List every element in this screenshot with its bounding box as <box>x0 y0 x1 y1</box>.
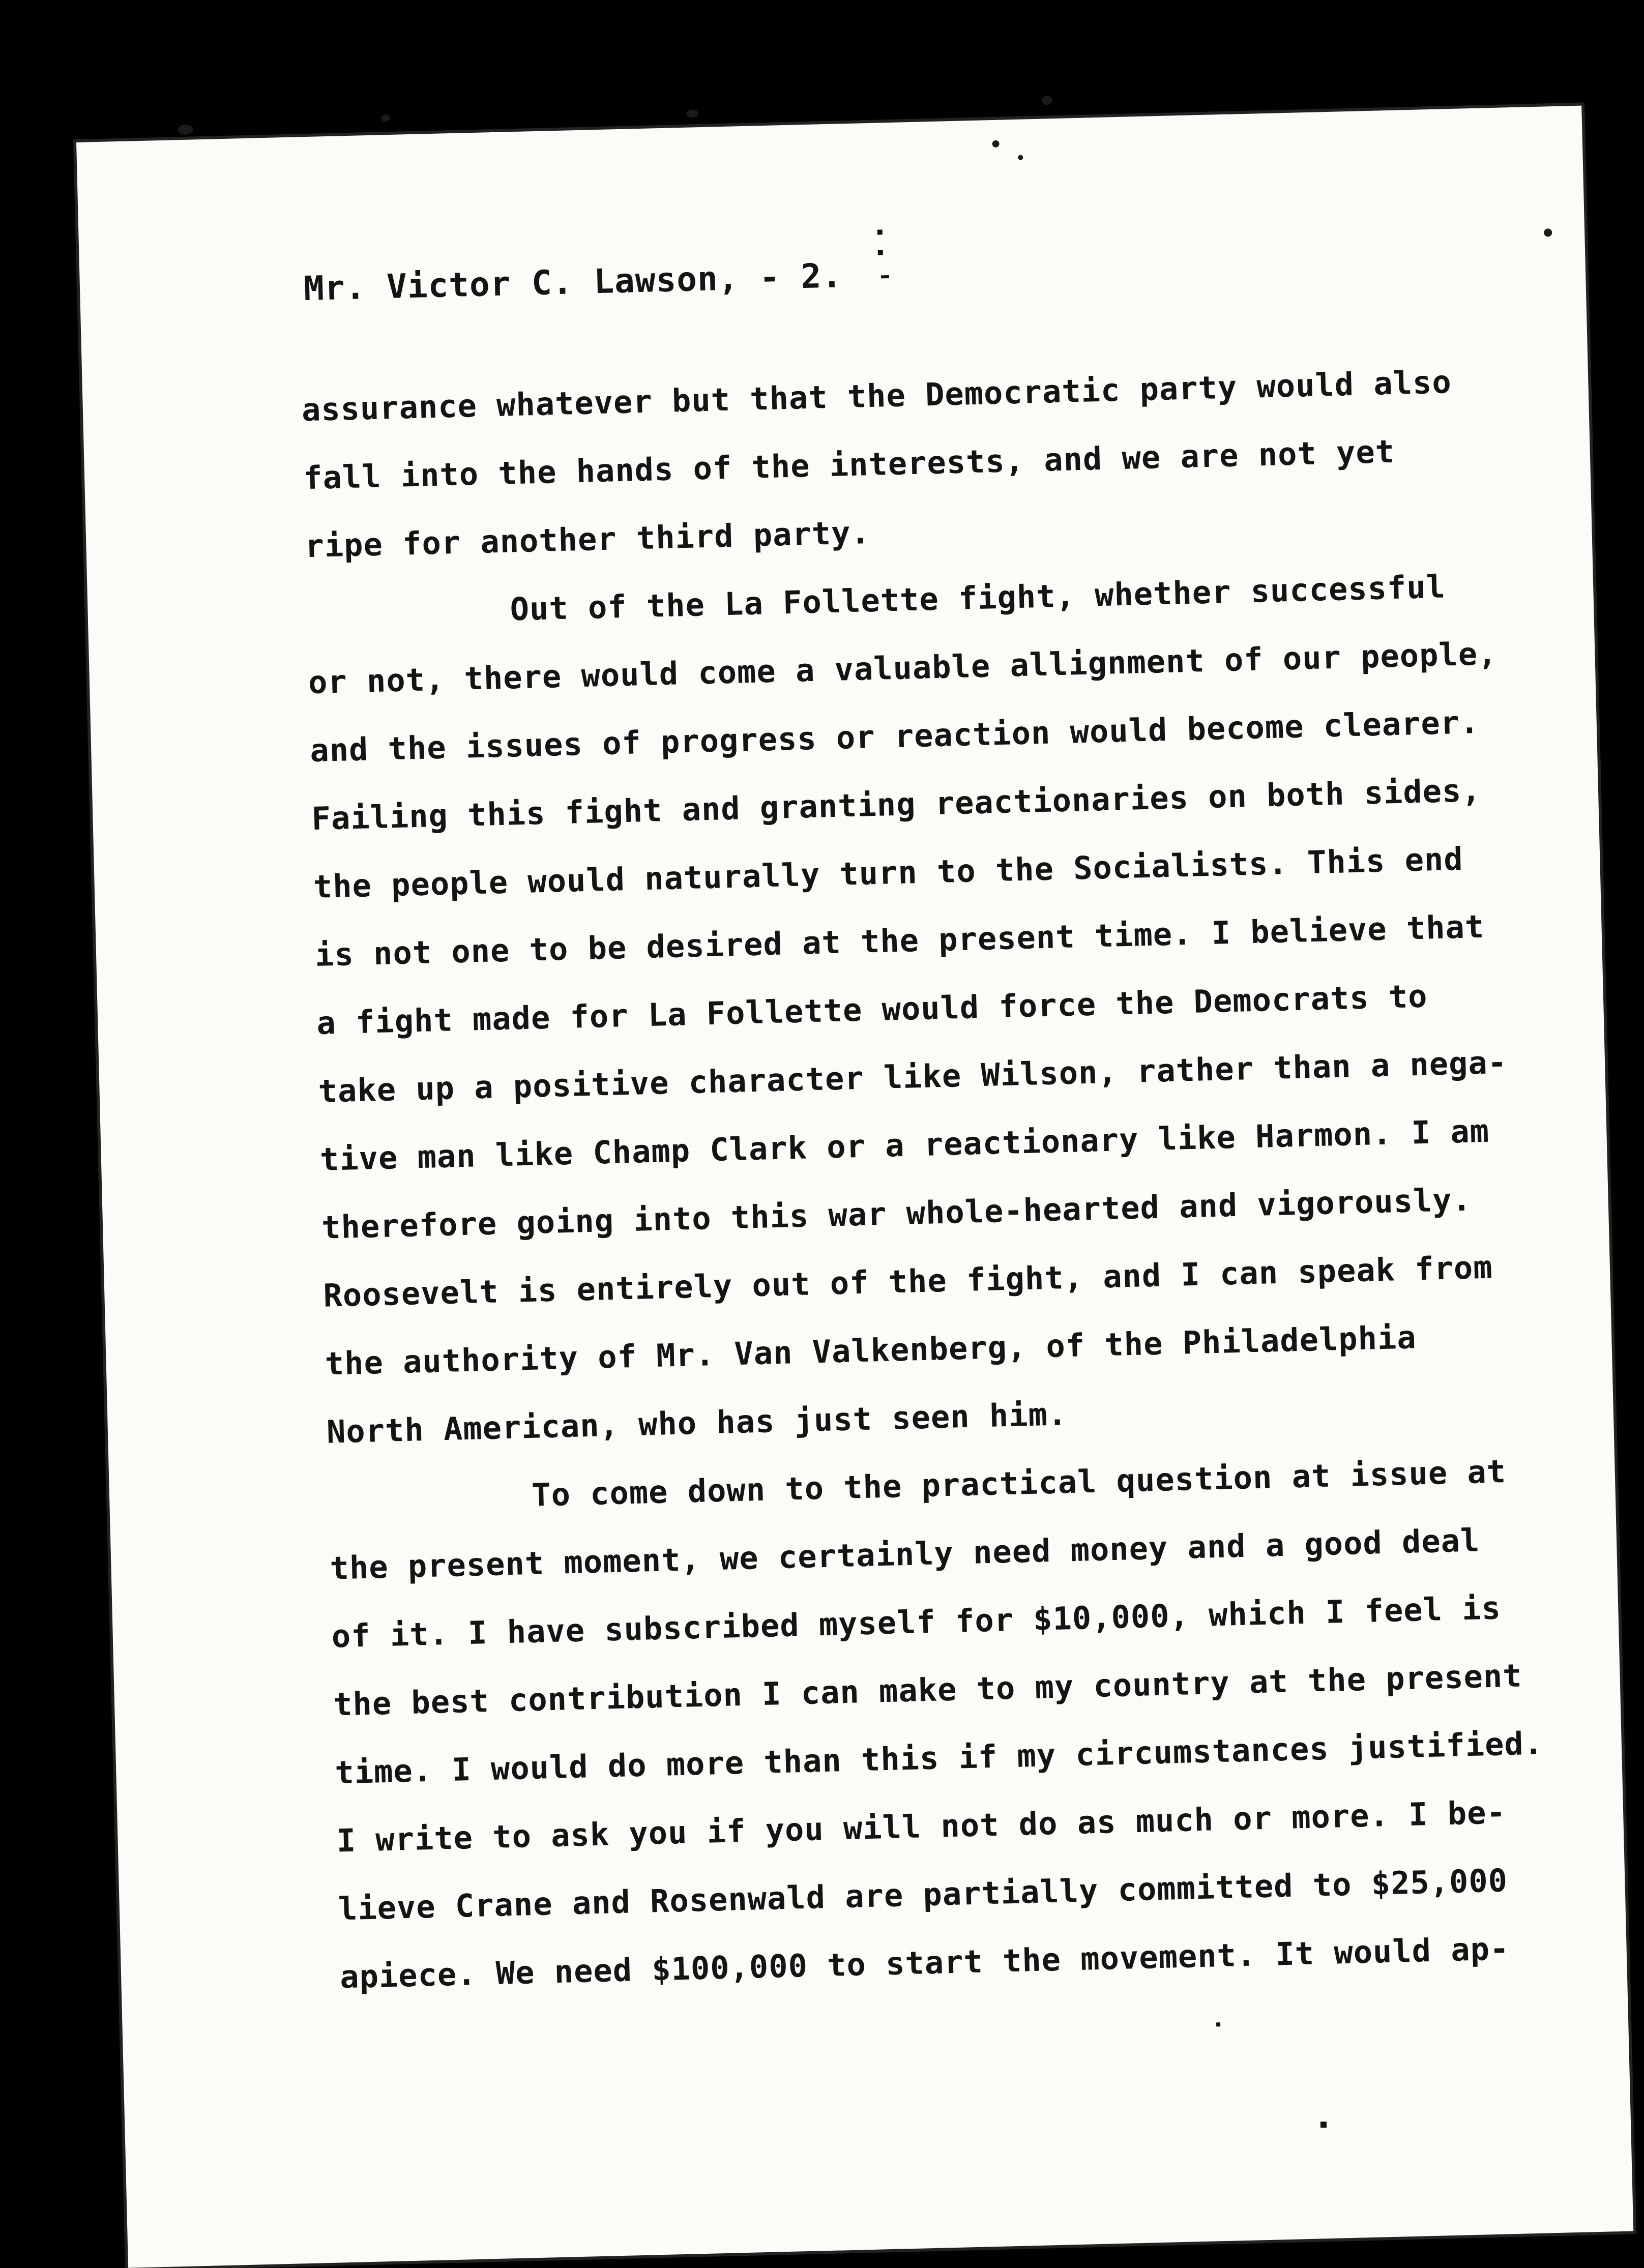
body-line: or not, there would come a valuable allignment of our people, <box>308 635 1498 701</box>
scan-speck <box>1544 228 1552 237</box>
body-line: I write to ask you if you will not do as much or more. I be- <box>336 1793 1507 1860</box>
body-line: North American, who has just seen him. <box>326 1395 1068 1451</box>
body-line: time. I would do more than this if my circumstances justified. <box>334 1724 1544 1791</box>
scan-mark <box>1216 2022 1220 2026</box>
body-line: fall into the hands of the interests, and we are not yet <box>303 432 1395 497</box>
scan-speck <box>178 124 193 135</box>
body-line: ripe for another third party. <box>304 514 871 565</box>
page-header: Mr. Victor C. Lawson, - 2. <box>303 256 843 309</box>
scan-speck <box>1042 96 1052 105</box>
scan-speck <box>992 140 999 148</box>
scan-mark <box>881 275 889 278</box>
letter-page <box>76 106 1633 2268</box>
body-line: of it. I have subscribed myself for $10,000, which I feel is <box>331 1589 1502 1655</box>
body-line: take up a positive character like Wilson, rather than a nega- <box>317 1043 1508 1110</box>
body-line: the people would naturally turn to the Socialists. This end <box>313 840 1464 906</box>
body-line: a fight made for La Follette would force the Democrats to <box>316 977 1428 1042</box>
body-line: the authority of Mr. Van Valkenberg, of the Philadelphia <box>324 1318 1417 1382</box>
paragraph-start: Out of the La Follette fight, whether successful <box>509 568 1446 628</box>
body-line: assurance whatever but that the Democratic party would also <box>301 363 1452 429</box>
body-line: Failing this fight and granting reactionaries on both sides, <box>311 771 1482 838</box>
body-line: and the issues of progress or reaction would become clearer. <box>309 703 1480 770</box>
scan-mark <box>878 250 883 255</box>
body-line: Roosevelt is entirely out of the fight, and I can speak from <box>322 1248 1493 1314</box>
scan-mark <box>877 229 883 234</box>
scan-speck <box>686 109 698 118</box>
letter-body <box>301 345 1612 2011</box>
body-line: the present moment, we certainly need money and a good deal <box>329 1521 1481 1587</box>
body-line: tive man like Champ Clark or a reactionary like Harmon. I am <box>319 1112 1490 1178</box>
scan-speck <box>1018 155 1023 160</box>
body-line: is not one to be desired at the present time. I believe that <box>314 907 1485 974</box>
scan-speck <box>381 114 390 122</box>
body-line: apiece. We need $100,000 to start the movement. It would ap- <box>339 1930 1510 1996</box>
body-line: the best contribution I can make to my country at the present <box>333 1657 1523 1723</box>
body-line: lieve Crane and Rosenwald are partially committed to $25,000 <box>338 1862 1508 1928</box>
scan-mark <box>1320 2122 1327 2128</box>
paragraph-start: To come down to the practical question at issue at <box>531 1453 1507 1514</box>
body-line: therefore going into this war whole-hearted and vigorously. <box>321 1181 1472 1246</box>
